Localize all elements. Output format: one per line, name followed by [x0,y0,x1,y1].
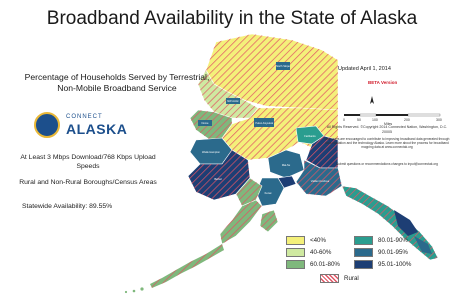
scale-tick-2: 100 [372,118,378,122]
logo-big-text: ALASKA [66,121,128,137]
legend-label: 80.01-90% [378,237,408,244]
svg-text:Nome: Nome [201,122,209,125]
statewide-availability: Statewide Availability: 89.55% [22,203,113,210]
legend-swatch [354,236,373,245]
legend-label: 40-60% [310,249,332,256]
legend-label: <40% [310,237,326,244]
legend-label: Rural [344,275,359,282]
contribute-note: Map users are encouraged to contribute to improving broadband data generated through data validation and the technology Alaska. Learn more about the process for broadband mapping data at www.connectak.org [324,137,450,150]
legend-swatch [286,260,305,269]
beta-version: BETA Version [368,80,398,85]
boroughs-text: Rural and Non-Rural Boroughs/Census Areas [19,179,157,186]
svg-text:North Slope: North Slope [276,65,290,68]
svg-text:Yukon-Koyukuk: Yukon-Koyukuk [254,122,274,125]
svg-text:Wade Hampton: Wade Hampton [202,151,220,154]
svg-text:Valdez-Cordova: Valdez-Cordova [310,180,330,183]
scale-tick-3: 200 [404,118,410,122]
legend-swatch [354,260,373,269]
svg-text:Mat-Su: Mat-Su [281,164,291,167]
legend-swatch [286,248,305,257]
map-title: Broadband Availability in the State of Alaska [46,8,418,29]
svg-text:Kenai: Kenai [264,192,272,195]
legend-swatch [354,248,373,257]
svg-text:Bethel: Bethel [214,178,222,181]
legend-swatch [286,236,305,245]
updated-date: Updated April 1, 2014 [338,66,391,72]
speed-text: At Least 3 Mbps Download/768 Kbps Upload Speeds [20,154,156,170]
legend-label: 60.01-80% [310,261,340,268]
legend-swatch-rural [320,274,339,283]
svg-text:Fairbanks: Fairbanks [304,135,316,138]
legend [286,236,436,294]
copyright-text: All Rights Reserved. ©Copyright 2014 Connected Nation, Washington, D.C. 20005 [326,125,448,134]
scale-tick-4: 300 [436,118,442,122]
scale-unit: Miles [384,122,393,126]
legend-label: 95.01-100% [378,261,412,268]
map-subtitle: Percentage of Households Served by Terrestrial, Non-Mobile Broadband Service [24,72,210,93]
logo-small-text: CONNECT [66,114,103,120]
svg-text:NW Arctic: NW Arctic [227,100,239,103]
submit-note: Submit questions or recommendations changes to input@connectak.org [336,162,438,166]
scale-tick-0: 0 [343,118,345,122]
scale-tick-1: 50 [357,118,361,122]
legend-label: 90.01-95% [378,249,408,256]
